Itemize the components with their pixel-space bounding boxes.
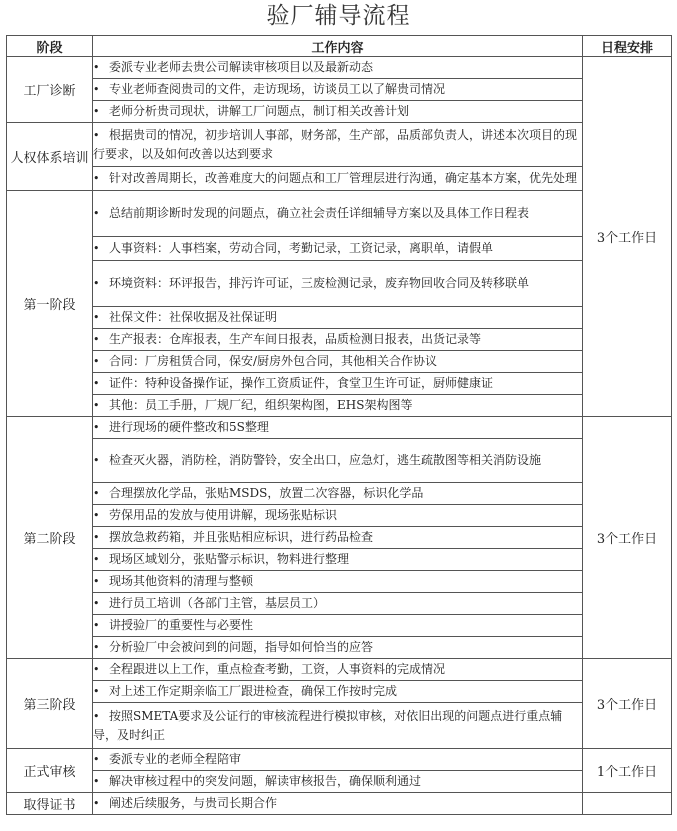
work-item <box>93 793 583 815</box>
process-table <box>6 35 672 815</box>
bullet-icon: • <box>93 753 100 766</box>
table-row <box>7 237 672 261</box>
bullet-icon: • <box>93 61 100 74</box>
bullet-icon: • <box>93 597 100 610</box>
bullet-icon: • <box>93 710 100 723</box>
bullet-icon: • <box>93 509 100 522</box>
work-item-text: 环境资料：环评报告，排污许可证，三废检测记录，废弃物回收合同及转移联单 <box>109 276 530 290</box>
table-row <box>7 101 672 123</box>
header-content: 工作内容 <box>93 36 583 57</box>
bullet-icon: • <box>93 775 100 788</box>
work-item-text: 解决审核过程中的突发问题，解读审核报告，确保顺利通过 <box>109 774 422 788</box>
header-stage: 阶段 <box>7 36 93 57</box>
table-row <box>7 681 672 703</box>
bullet-icon: • <box>93 83 100 96</box>
table-row <box>7 79 672 101</box>
work-item-text: 摆放急救药箱，并且张贴相应标识，进行药品检查 <box>109 530 374 544</box>
bullet-icon: • <box>93 242 100 255</box>
work-item <box>93 417 583 439</box>
bullet-icon: • <box>93 207 100 220</box>
work-item-text: 其他：员工手册，厂规厂纪，组织架构图，EHS架构图等 <box>109 398 413 412</box>
bullet-icon: • <box>93 172 100 185</box>
bullet-icon: • <box>93 619 100 632</box>
stage-name: 第一阶段 <box>7 191 93 417</box>
bullet-icon: • <box>93 105 100 118</box>
table-row <box>7 571 672 593</box>
bullet-icon: • <box>93 129 100 142</box>
work-item <box>93 261 583 307</box>
work-item <box>93 637 583 659</box>
table-row <box>7 749 672 771</box>
work-item-text: 进行现场的硬件整改和5S整理 <box>109 420 269 434</box>
table-row <box>7 373 672 395</box>
table-row <box>7 167 672 191</box>
work-item-text: 合理摆放化学品，张贴MSDS，放置二次容器，标识化学品 <box>109 486 424 500</box>
table-row <box>7 659 672 681</box>
table-row <box>7 351 672 373</box>
schedule-cell: 3个工作日 <box>583 57 672 417</box>
work-item-text: 全程跟进以上工作，重点检查考勤，工资，人事资料的完成情况 <box>109 662 446 676</box>
table-row <box>7 793 672 815</box>
work-item-text: 人事资料：人事档案，劳动合同，考勤记录，工资记录，离职单，请假单 <box>109 241 494 255</box>
schedule-cell: 3个工作日 <box>583 417 672 659</box>
bullet-icon: • <box>93 553 100 566</box>
table-row <box>7 771 672 793</box>
table-row <box>7 703 672 749</box>
bullet-icon: • <box>93 641 100 654</box>
work-item-text: 社保文件：社保收据及社保证明 <box>109 310 278 324</box>
bullet-icon: • <box>93 355 100 368</box>
work-item-text: 针对改善周期长，改善难度大的问题点和工厂管理层进行沟通，确定基本方案，优先处理 <box>109 171 578 185</box>
bullet-icon: • <box>93 377 100 390</box>
bullet-icon: • <box>93 797 100 810</box>
work-item <box>93 571 583 593</box>
work-item <box>93 101 583 123</box>
table-row <box>7 439 672 483</box>
bullet-icon: • <box>93 575 100 588</box>
table-row <box>7 417 672 439</box>
work-item <box>93 681 583 703</box>
table-row <box>7 191 672 237</box>
table-row <box>7 123 672 167</box>
work-item <box>93 527 583 549</box>
work-item <box>93 123 583 167</box>
table-row <box>7 57 672 79</box>
work-item-text: 分析验厂中会被问到的问题，指导如何恰当的应答 <box>109 640 374 654</box>
bullet-icon: • <box>93 421 100 434</box>
stage-name: 正式审核 <box>7 749 93 793</box>
bullet-icon: • <box>93 311 100 324</box>
work-item <box>93 191 583 237</box>
work-item <box>93 167 583 191</box>
bullet-icon: • <box>93 399 100 412</box>
work-item-text: 进行员工培训（各部门主管，基层员工） <box>109 596 326 610</box>
work-item <box>93 505 583 527</box>
work-item <box>93 593 583 615</box>
work-item <box>93 373 583 395</box>
work-item <box>93 57 583 79</box>
page-title: 验厂辅导流程 <box>266 3 411 29</box>
work-item-text: 现场区域划分，张贴警示标识，物料进行整理 <box>109 552 350 566</box>
work-item-text: 合同：厂房租赁合同，保安/厨房外包合同，其他相关合作协议 <box>109 354 438 368</box>
work-item-text: 生产报表：仓库报表，生产车间日报表，品质检测日报表，出货记录等 <box>109 332 482 346</box>
work-item-text: 现场其他资料的清理与整顿 <box>109 574 254 588</box>
work-item <box>93 237 583 261</box>
work-item <box>93 79 583 101</box>
table-row <box>7 637 672 659</box>
stage-name: 第三阶段 <box>7 659 93 749</box>
table-row <box>7 615 672 637</box>
stage-name: 工厂诊断 <box>7 57 93 123</box>
work-item-text: 讲授验厂的重要性与必要性 <box>109 618 254 632</box>
work-item <box>93 703 583 749</box>
work-item-text: 总结前期诊断时发现的问题点，确立社会责任详细辅导方案以及具体工作日程表 <box>109 206 530 220</box>
table-row <box>7 483 672 505</box>
work-item-text: 劳保用品的发放与使用讲解，现场张贴标识 <box>109 508 338 522</box>
work-item-text: 按照SMETA要求及公证行的审核流程进行模拟审核，对依旧出现的问题点进行重点辅导，及时纠正 <box>93 709 563 742</box>
table-row <box>7 329 672 351</box>
work-item-text: 委派专业老师去贵公司解读审核项目以及最新动态 <box>109 60 374 74</box>
work-item <box>93 351 583 373</box>
stage-name: 人权体系培训 <box>7 123 93 191</box>
bullet-icon: • <box>93 277 100 290</box>
bullet-icon: • <box>93 487 100 500</box>
bullet-icon: • <box>93 685 100 698</box>
work-item <box>93 395 583 417</box>
bullet-icon: • <box>93 454 100 467</box>
schedule-cell <box>583 793 672 815</box>
work-item <box>93 329 583 351</box>
bullet-icon: • <box>93 663 100 676</box>
work-item <box>93 771 583 793</box>
table-row <box>7 261 672 307</box>
work-item <box>93 439 583 483</box>
table-row <box>7 593 672 615</box>
table-row <box>7 527 672 549</box>
work-item-text: 老师分析贵司现状，讲解工厂问题点，制订相关改善计划 <box>109 104 410 118</box>
work-item <box>93 307 583 329</box>
work-item <box>93 549 583 571</box>
work-item-text: 委派专业的老师全程陪审 <box>109 752 242 766</box>
work-item <box>93 749 583 771</box>
work-item <box>93 659 583 681</box>
stage-name: 取得证书 <box>7 793 93 815</box>
work-item-text: 对上述工作定期亲临工厂跟进检查，确保工作按时完成 <box>109 684 398 698</box>
table-body <box>7 57 672 815</box>
work-item <box>93 483 583 505</box>
bullet-icon: • <box>93 333 100 346</box>
schedule-cell: 3个工作日 <box>583 659 672 749</box>
work-item-text: 证件：特种设备操作证，操作工资质证件，食堂卫生许可证，厨师健康证 <box>109 376 494 390</box>
table-row <box>7 395 672 417</box>
schedule-cell: 1个工作日 <box>583 749 672 793</box>
table-row <box>7 505 672 527</box>
work-item-text: 检查灭火器，消防栓，消防警铃，安全出口，应急灯，逃生疏散图等相关消防设施 <box>109 453 542 467</box>
work-item-text: 专业老师查阅贵司的文件，走访现场，访谈员工以了解贵司情况 <box>109 82 446 96</box>
table-row <box>7 549 672 571</box>
stage-name: 第二阶段 <box>7 417 93 659</box>
work-item-text: 根据贵司的情况，初步培训人事部，财务部，生产部，品质部负责人，讲述本次项目的现行要求，以及如何改善以达到要求 <box>93 128 578 161</box>
header-row <box>7 36 672 57</box>
bullet-icon: • <box>93 531 100 544</box>
work-item <box>93 615 583 637</box>
table-row <box>7 307 672 329</box>
work-item-text: 阐述后续服务，与贵司长期合作 <box>109 796 278 810</box>
header-schedule: 日程安排 <box>583 36 672 57</box>
